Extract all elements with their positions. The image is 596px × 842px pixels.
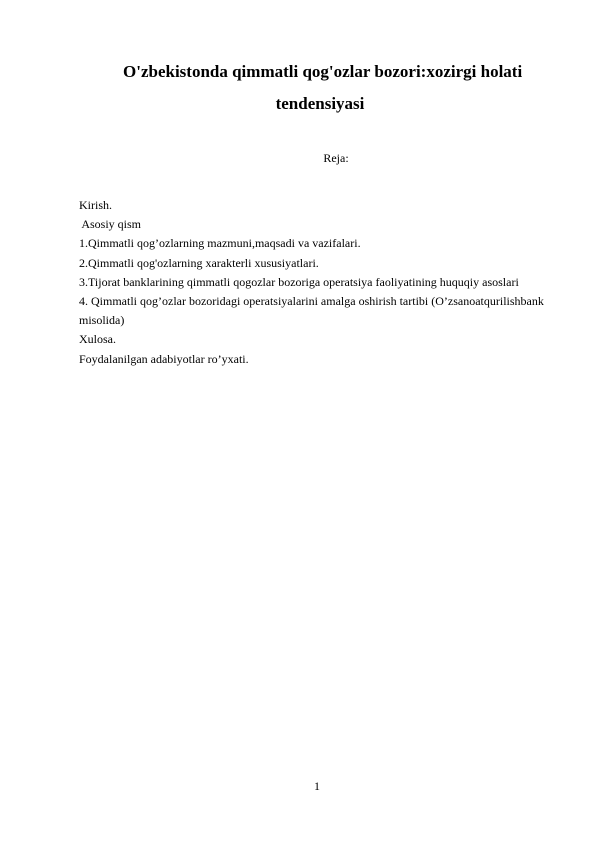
outline-item-4: 4. Qimmatli qog’ozlar bozoridagi operatsiyalarini amalga oshirish tartibi (O’zsanoatqurilishbank misolida) — [79, 294, 544, 328]
page-number: 1 — [314, 779, 320, 793]
plan-heading: Reja: — [323, 151, 349, 165]
document-title-line-1: O'zbekistonda qimmatli qog'ozlar bozori:xozirgi holati — [123, 62, 523, 81]
outline-item-introduction: Kirish. — [79, 198, 112, 212]
outline-item-main-part: Asosiy qism — [79, 217, 142, 232]
document-title-line-2: tendensiyasi — [275, 94, 365, 113]
plan-outline — [79, 196, 559, 369]
outline-item-conclusion: Xulosa. — [79, 332, 116, 347]
outline-item-1: 1.Qimmatli qog’ozlarning mazmuni,maqsadi va vazifalari. — [79, 236, 361, 251]
outline-item-2: 2.Qimmatli qog'ozlarning xarakterli xususiyatlari. — [79, 255, 319, 270]
outline-item-references: Foydalanilgan adabiyotlar ro’yxati. — [79, 351, 249, 366]
outline-item-3: 3.Tijorat banklarining qimmatli qogozlar bozoriga operatsiya faoliyatining huquqiy asoslari — [79, 274, 519, 289]
